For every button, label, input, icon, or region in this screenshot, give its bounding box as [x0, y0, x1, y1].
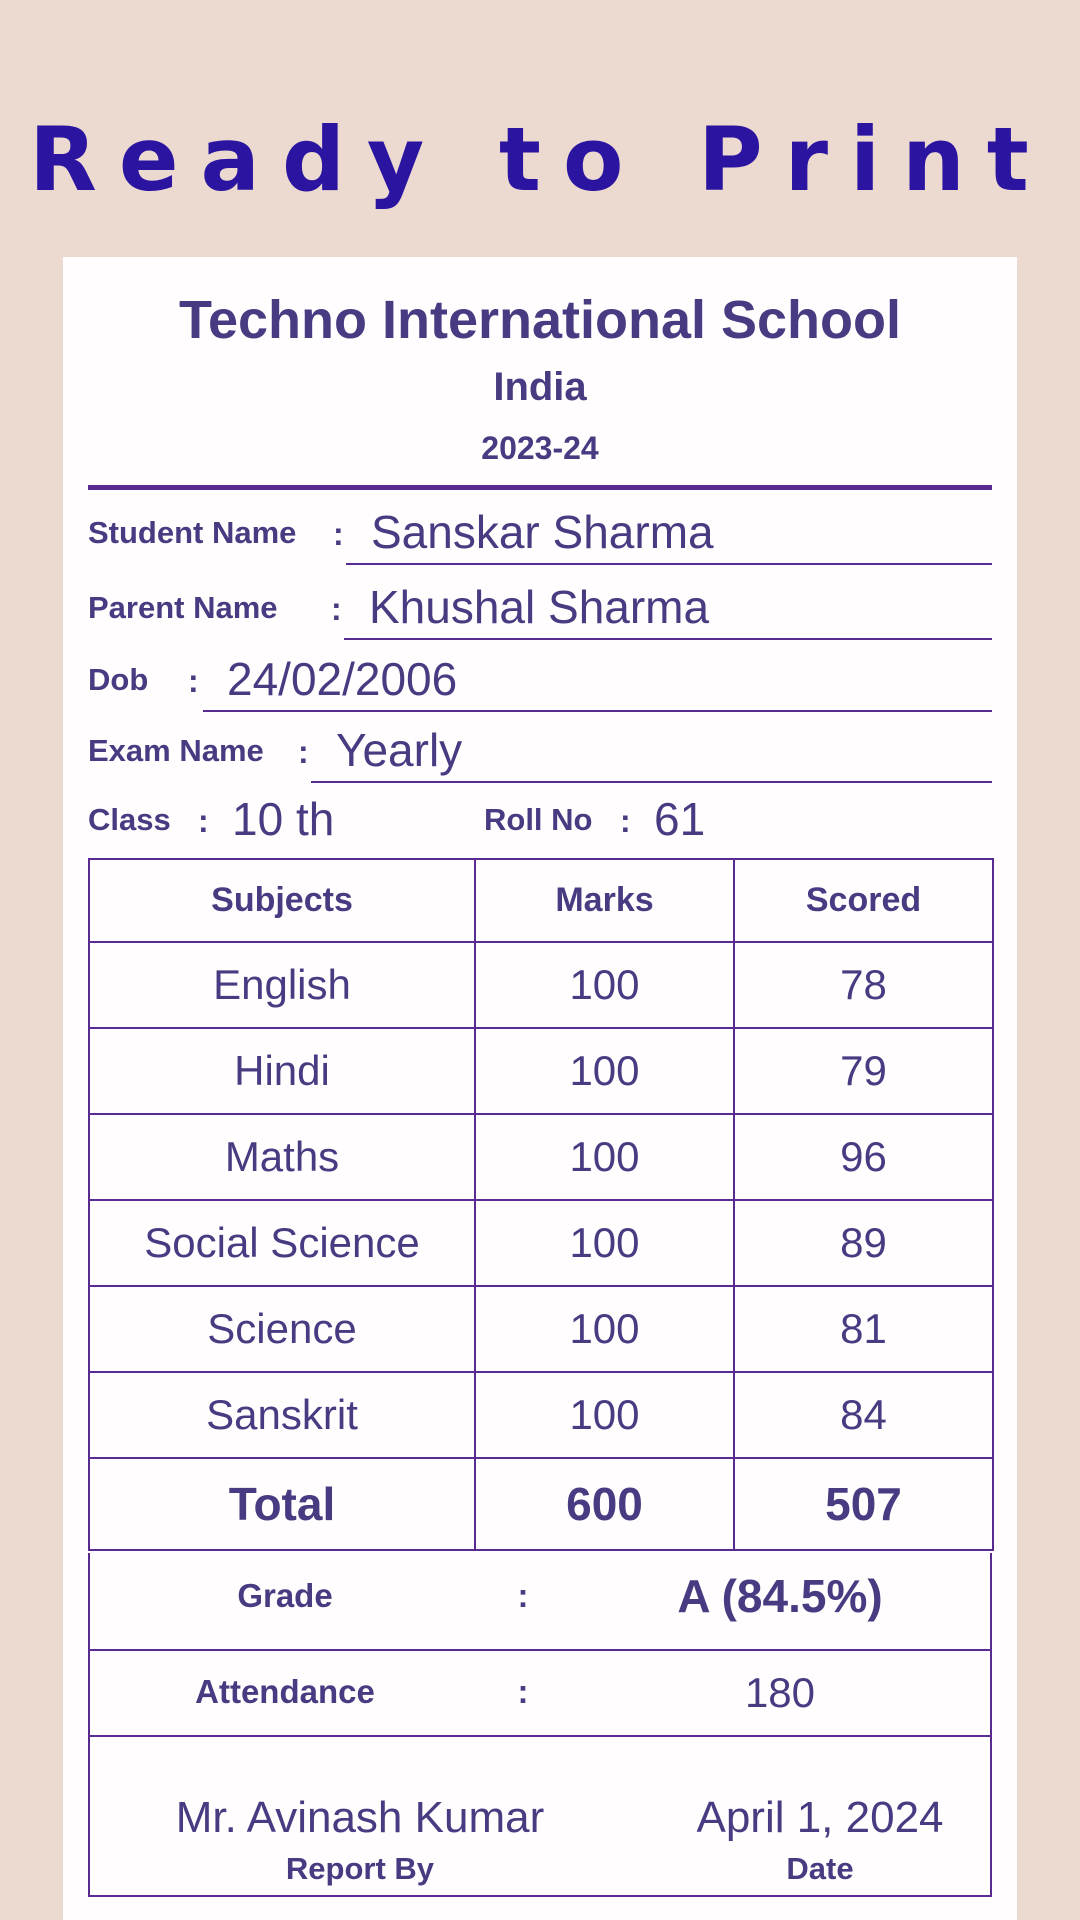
scored-cell: 84	[734, 1372, 993, 1458]
separator: :	[188, 663, 199, 699]
table-row	[89, 1028, 993, 1114]
parent-name-label: Parent Name	[88, 590, 278, 625]
table-row	[89, 1372, 993, 1458]
max-marks-cell: 100	[475, 1028, 734, 1114]
exam-name-value: Yearly	[336, 724, 463, 776]
total-max-marks: 600	[475, 1458, 734, 1550]
marks-table	[88, 858, 994, 1551]
roll-no-label: Roll No	[484, 802, 593, 837]
max-marks-cell: 100	[475, 942, 734, 1028]
scored-cell: 79	[734, 1028, 993, 1114]
reporter-name: Mr. Avinash Kumar	[175, 1793, 545, 1842]
max-marks-cell: 100	[475, 1114, 734, 1200]
separator: :	[298, 734, 309, 770]
max-marks-cell: 100	[475, 1200, 734, 1286]
exam-name-label: Exam Name	[88, 733, 264, 768]
roll-no-value: 61	[654, 793, 706, 845]
table-row	[89, 1114, 993, 1200]
class-label: Class	[88, 802, 171, 837]
scored-cell: 89	[734, 1200, 993, 1286]
underline	[311, 781, 992, 783]
dob-value: 24/02/2006	[227, 653, 458, 705]
separator: :	[198, 803, 209, 839]
dob-label: Dob	[88, 662, 149, 697]
class-roll-row	[88, 792, 992, 852]
marks-header: Marks	[475, 859, 734, 942]
exam-name-field	[88, 723, 992, 783]
subject-cell: Sanskrit	[89, 1372, 475, 1458]
scored-cell: 78	[734, 942, 993, 1028]
report-date: April 1, 2024	[696, 1793, 944, 1842]
parent-name-field	[88, 580, 992, 640]
scored-header: Scored	[734, 859, 993, 942]
table-row	[89, 942, 993, 1028]
table-row	[89, 1286, 993, 1372]
academic-session: 2023-24	[481, 430, 599, 466]
grade-row	[88, 1553, 992, 1651]
separator: :	[620, 803, 631, 839]
subject-cell: English	[89, 942, 475, 1028]
ready-to-print-banner: Ready to Print	[29, 108, 1051, 211]
subjects-header: Subjects	[89, 859, 475, 942]
student-name-value: Sanskar Sharma	[371, 506, 714, 558]
grade-label: Grade	[237, 1577, 333, 1614]
subject-cell: Maths	[89, 1114, 475, 1200]
class-value: 10 th	[232, 793, 335, 845]
underline	[344, 638, 992, 640]
attendance-row	[88, 1651, 992, 1737]
student-name-field	[88, 505, 992, 565]
attendance-label: Attendance	[195, 1673, 375, 1710]
separator: :	[331, 591, 342, 627]
signature-section	[88, 1737, 992, 1897]
report-card	[63, 257, 1017, 1920]
school-country: India	[493, 365, 587, 409]
table-row	[89, 1200, 993, 1286]
separator: :	[517, 1673, 529, 1710]
underline	[346, 563, 992, 565]
table-header-row	[89, 859, 993, 942]
scored-cell: 81	[734, 1286, 993, 1372]
max-marks-cell: 100	[475, 1372, 734, 1458]
grade-value: A (84.5%)	[677, 1570, 883, 1622]
underline	[203, 710, 992, 712]
attendance-value: 180	[744, 1669, 816, 1716]
date-label: Date	[786, 1851, 854, 1886]
scored-cell: 96	[734, 1114, 993, 1200]
dob-field	[88, 652, 992, 712]
total-label: Total	[89, 1458, 475, 1550]
total-row	[89, 1458, 993, 1550]
student-name-label: Student Name	[88, 515, 297, 550]
header-divider	[88, 485, 992, 490]
subject-cell: Social Science	[89, 1200, 475, 1286]
subject-cell: Hindi	[89, 1028, 475, 1114]
subject-cell: Science	[89, 1286, 475, 1372]
max-marks-cell: 100	[475, 1286, 734, 1372]
separator: :	[517, 1577, 529, 1614]
report-by-label: Report By	[285, 1851, 435, 1886]
school-name: Techno International School	[178, 290, 902, 350]
separator: :	[333, 516, 344, 552]
total-scored: 507	[734, 1458, 993, 1550]
parent-name-value: Khushal Sharma	[369, 581, 710, 633]
